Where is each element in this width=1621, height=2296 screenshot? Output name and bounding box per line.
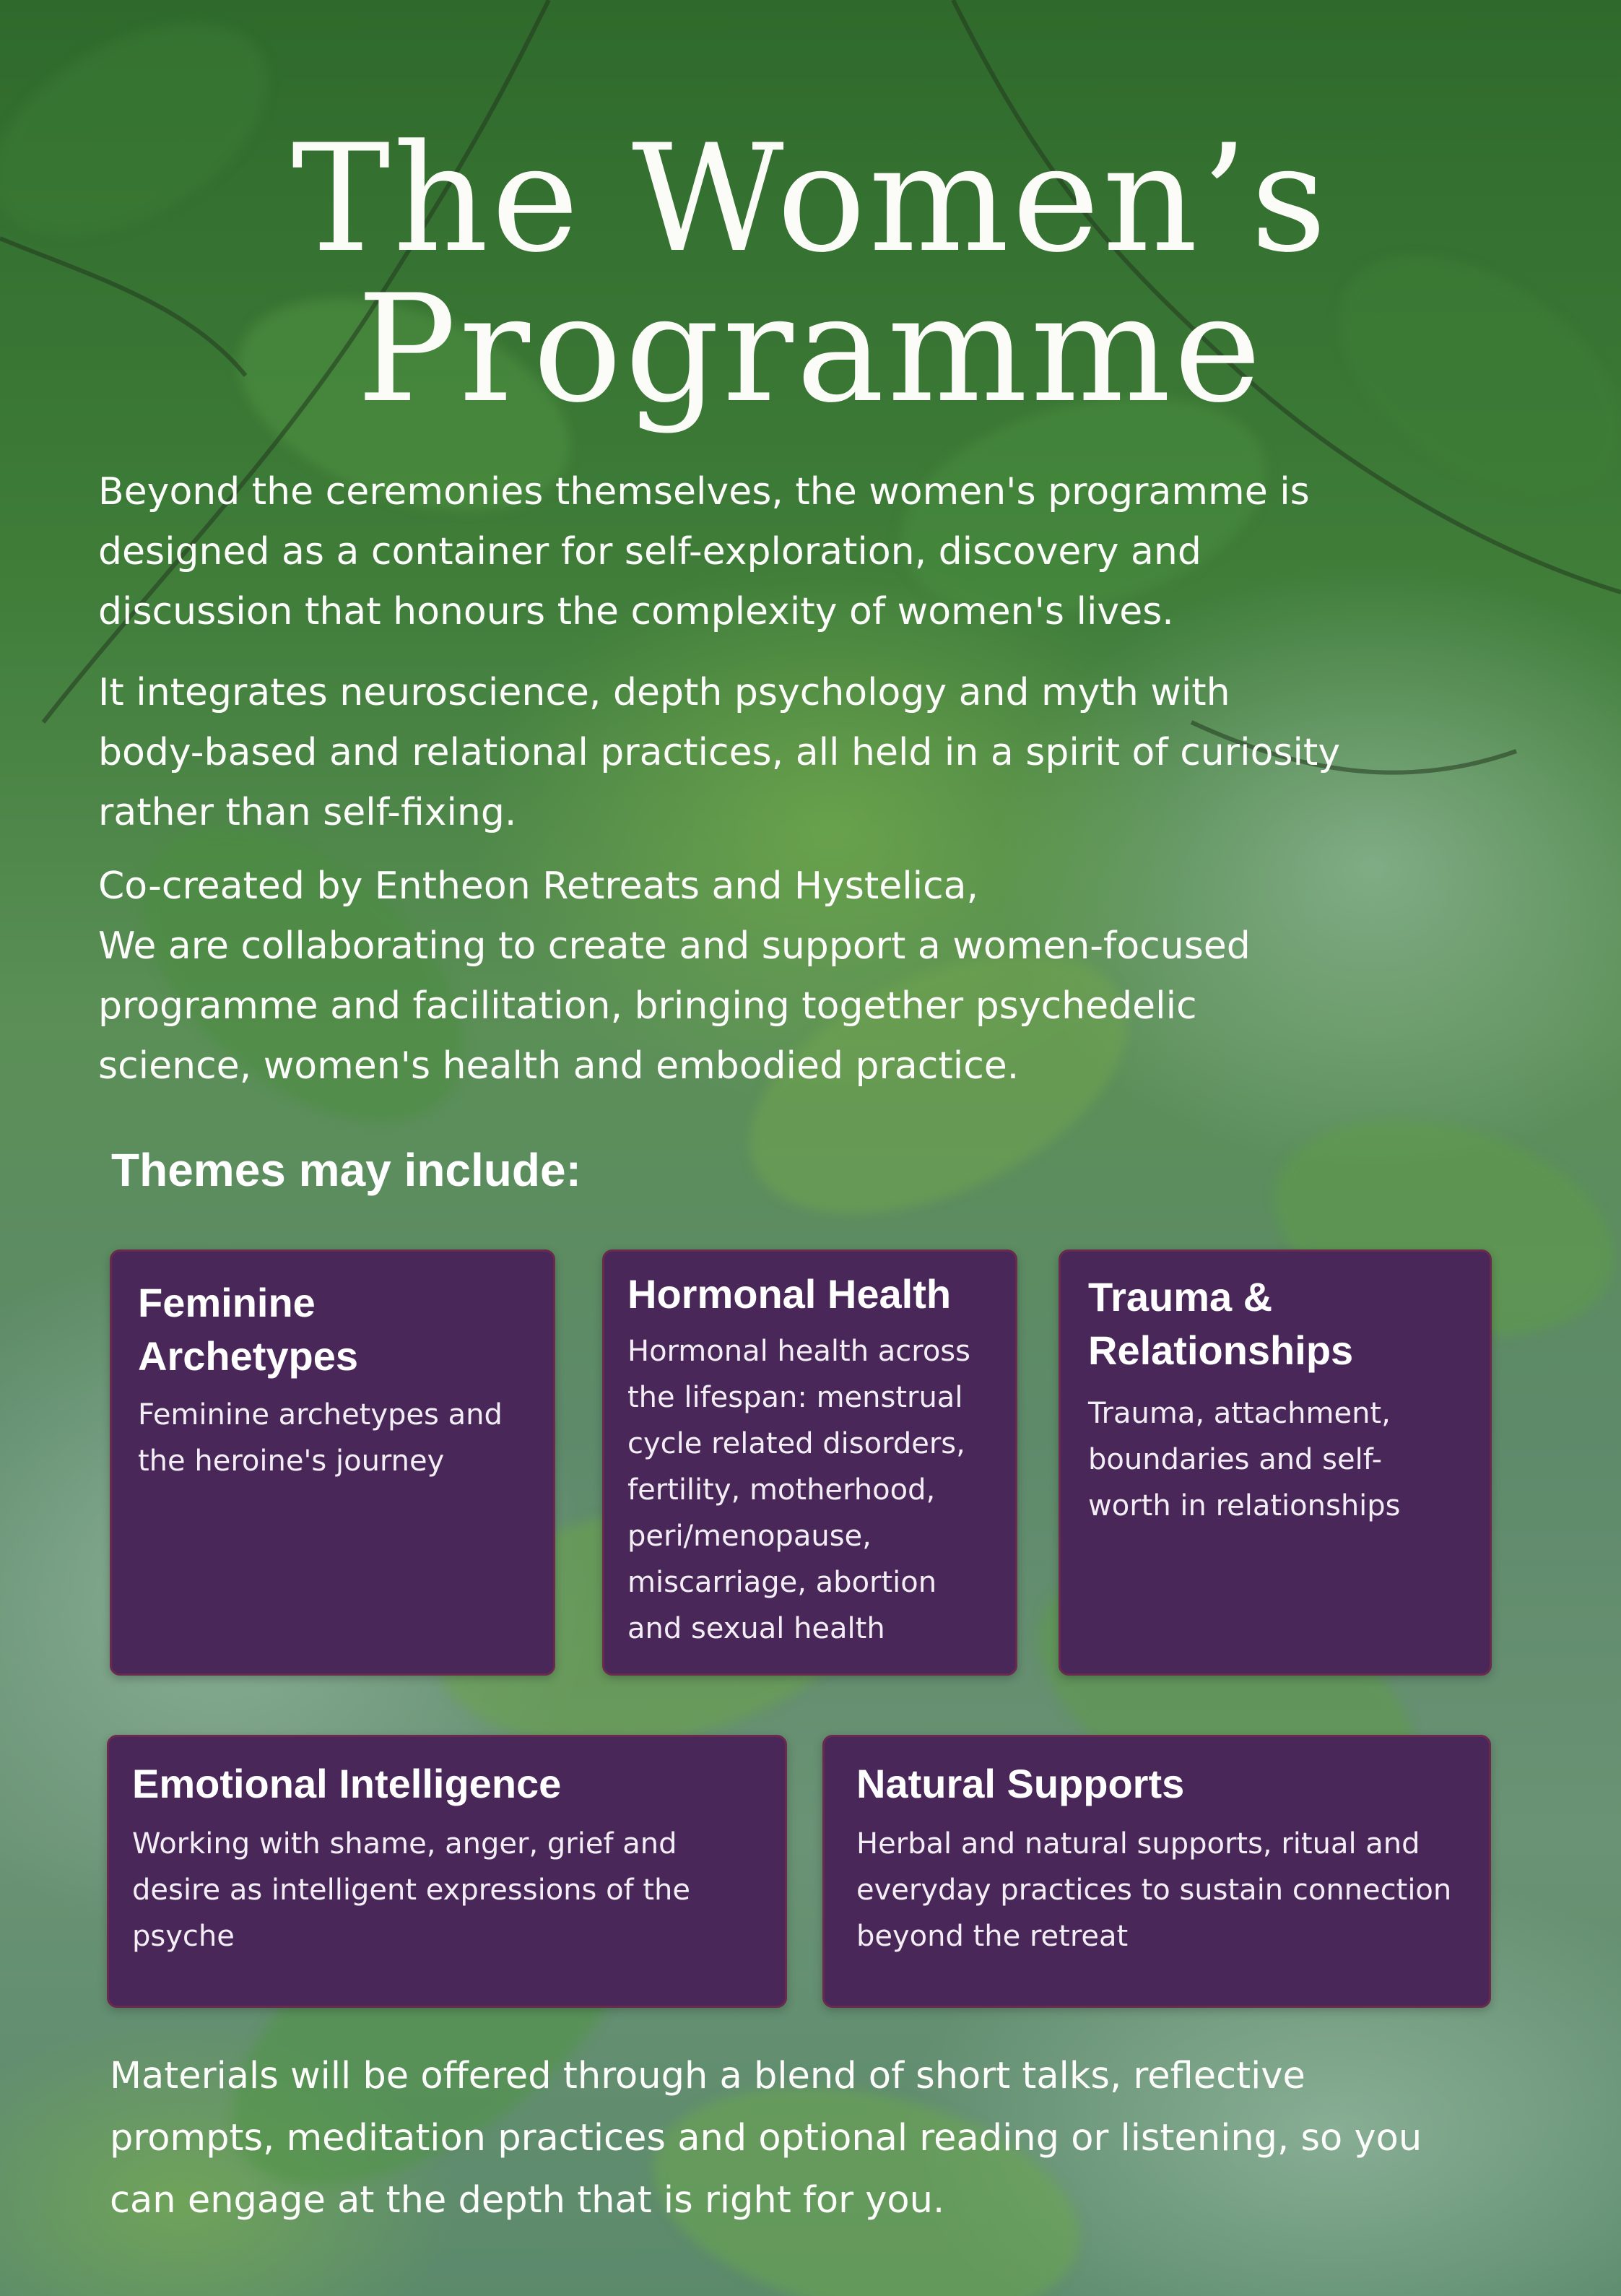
page-title-line-1: The Women’s — [291, 113, 1330, 285]
theme-card-title: Trauma & Relationships — [1088, 1274, 1354, 1373]
theme-card-description: Working with shame, anger, grief and desire as intelligent expressions of the psyche — [132, 1827, 690, 1953]
intro-paragraph-1: Beyond the ceremonies themselves, the women's programme is designed as a container for self-exploration, discovery and discussion that honours the complexity of women's lives. — [98, 470, 1310, 633]
theme-card-feminine-archetypes — [110, 1249, 555, 1676]
theme-card-description: Feminine archetypes and the heroine's journey — [138, 1398, 503, 1478]
theme-card-trauma-relationships — [1059, 1249, 1492, 1676]
theme-card-emotional-intelligence — [107, 1735, 787, 2008]
intro-paragraph-2: It integrates neuroscience, depth psychology and myth with body-based and relational practices, all held in a spirit of curiosity rather than self-fixing. — [98, 671, 1341, 834]
theme-card-title: Feminine Archetypes — [138, 1280, 359, 1379]
theme-card-description: Herbal and natural supports, ritual and everyday practices to sustain connection beyond the retreat — [856, 1827, 1452, 1953]
theme-card-title: Emotional Intelligence — [132, 1761, 562, 1806]
theme-card-hormonal-health — [602, 1249, 1017, 1676]
theme-card-description: Trauma, attachment, boundaries and self- worth in relationships — [1088, 1397, 1401, 1522]
theme-card-title: Natural Supports — [856, 1761, 1185, 1806]
themes-heading: Themes may include: — [111, 1144, 581, 1196]
page-title-line-2: Programme — [357, 264, 1264, 436]
intro-paragraph-3: Co-created by Entheon Retreats and Hystelica, We are collaborating to create and support a women-focused programme and facilitation, bringing together psychedelic science, women's health and embodied practice. — [98, 865, 1251, 1088]
theme-card-description: Hormonal health across the lifespan: menstrual cycle related disorders, fertility, motherhood, peri/menopause, miscarriage, abortion and sexual health — [627, 1335, 970, 1645]
theme-card-natural-supports — [822, 1735, 1491, 2008]
closing-paragraph: Materials will be offered through a blend of short talks, reflective prompts, meditation practices and optional reading or listening, so you can engage at the depth that is right for you. — [110, 2055, 1422, 2222]
theme-card-title: Hormonal Health — [627, 1271, 952, 1317]
